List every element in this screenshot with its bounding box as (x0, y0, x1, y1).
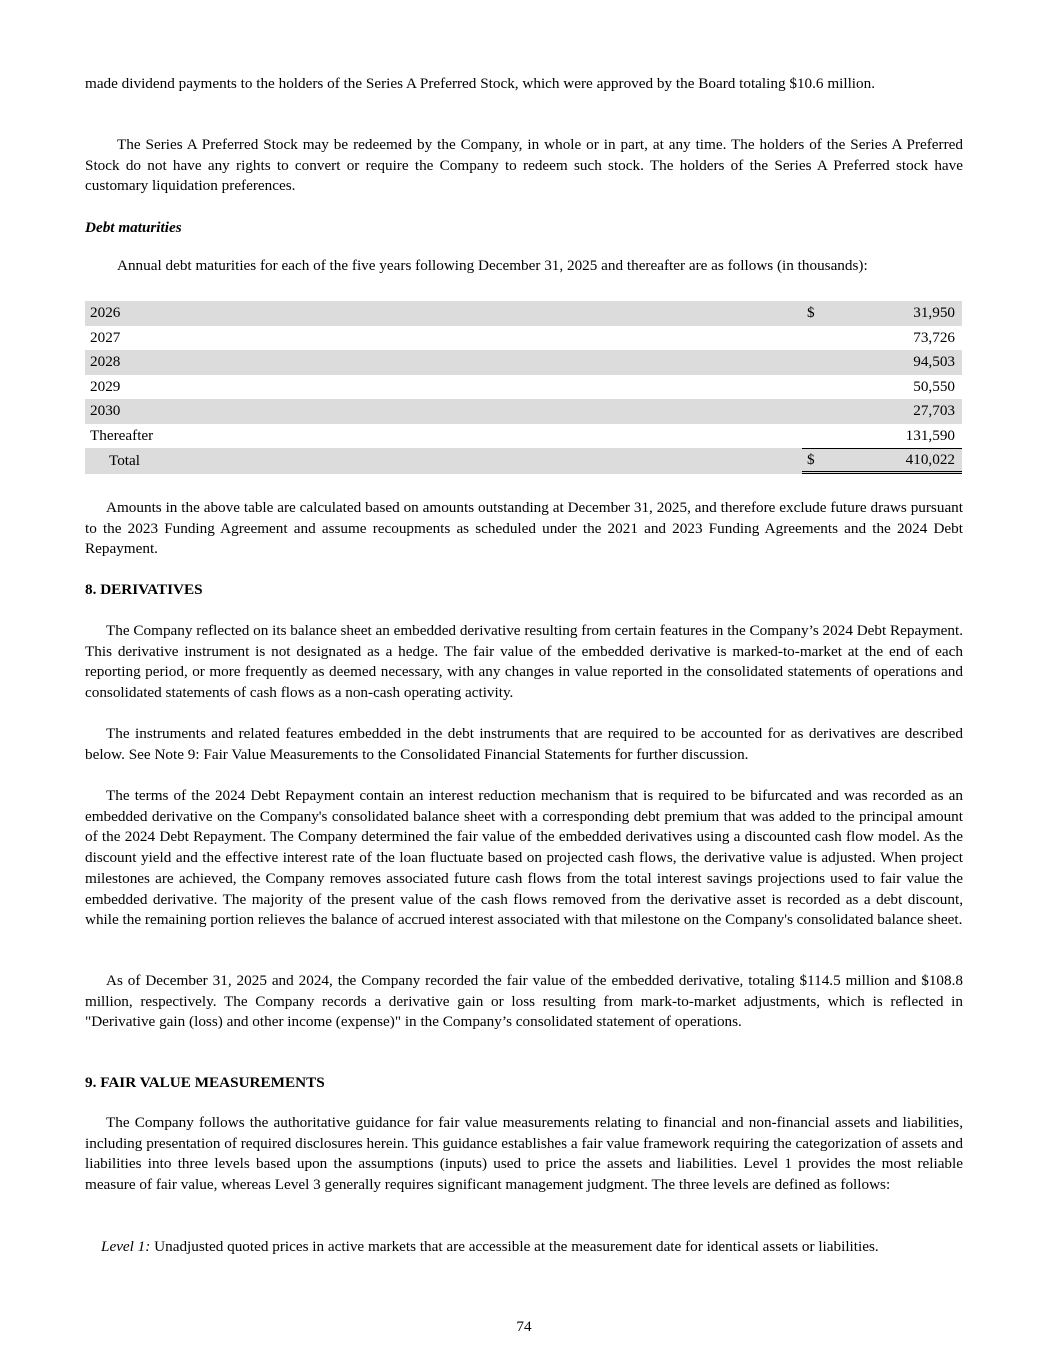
section-subheading: Debt maturities (85, 219, 182, 236)
paragraph: The terms of the 2024 Debt Repayment contain an interest reduction mechanism that is required to be bifurcated and was recorded as an embedded derivative on the Company's consolidated balance sheet with a corresponding debt premium that was added to the principal amount of the 2024 Debt Repayment. The Company determined the fair value of the embedded derivatives using a discounted cash flow model. As the discount yield and the effective interest rate of the loan fluctuate based on projected cash flows, the derivative value is adjusted. When project milestones are achieved, the Company removes associated future cash flows from the total interest savings projections used to fair value the embedded derivative. The majority of the present value of the cash flows removed from the derivative asset is recorded as a debt discount, while the remaining portion relieves the balance of accrued interest associated with that milestone on the Company's consolidated balance sheet. (85, 787, 963, 929)
row-label: 2030 (85, 399, 802, 424)
row-label: Total (85, 448, 802, 474)
row-label: 2028 (85, 350, 802, 375)
paragraph: The Company reflected on its balance sheet an embedded derivative resulting from certain features in the Company’s 2024 Debt Repayment. This derivative instrument is not designated as a hedge. The fair value of the embedded derivative is marked-to-market at the end of each reporting period, or more frequently as deemed necessary, with any changes in value reported in the consolidated statements of operations and consolidated statements of cash flows as a non-cash operating activity. (85, 622, 963, 702)
paragraph: made dividend payments to the holders of the Series A Preferred Stock, which were approved by the Board totaling $10.6 million. (85, 75, 875, 92)
table-row (85, 399, 962, 424)
currency-symbol: $ (807, 451, 815, 468)
paragraph: The Series A Preferred Stock may be redeemed by the Company, in whole or in part, at any time. The holders of the Series A Preferred Stock do not have any rights to convert or require the Company to redeem such stock. The holders of the Series A Preferred stock have customary liquidation preferences. (85, 136, 963, 195)
row-label: 2029 (90, 377, 121, 395)
table-row (85, 350, 962, 375)
section-heading: 8. DERIVATIVES (85, 581, 203, 598)
amount: 27,703 (913, 402, 955, 420)
level-1-text: Unadjusted quoted prices in active markets that are accessible at the measurement date for identical assets or liabilities. (154, 1238, 879, 1255)
paragraph: Annual debt maturities for each of the five years following December 31, 2025 and thereafter are as follows (in thousands): (117, 257, 868, 274)
table-row (85, 424, 962, 449)
paragraph: The Company follows the authoritative guidance for fair value measurements relating to financial and non-financial assets and liabilities, including presentation of required disclosures herein. This guidance establishes a fair value framework requiring the categorization of assets and liabilities into three levels based upon the assumptions (inputs) used to price the assets and liabilities. Level 1 provides the most reliable measure of fair value, whereas Level 3 generally requires significant management judgment. The three levels are defined as follows: (85, 1114, 963, 1194)
currency-symbol: $ (807, 304, 815, 322)
amount: 94,503 (913, 353, 955, 371)
row-label: Thereafter (90, 426, 154, 444)
paragraph: Amounts in the above table are calculated based on amounts outstanding at December 31, 2025, and therefore exclude future draws pursuant to the 2023 Funding Agreement and assume recoupments as scheduled under the 2021 and 2023 Funding Agreements and the 2024 Debt Repayment. (85, 499, 963, 558)
amount: 73,726 (913, 328, 955, 346)
row-label: 2027 (90, 328, 121, 346)
amount: 410,022 (905, 451, 955, 468)
table-row (85, 375, 962, 400)
page-number: 74 (516, 1318, 532, 1335)
table-row (85, 448, 962, 474)
amount: 131,590 (905, 426, 955, 444)
section-heading: 9. FAIR VALUE MEASUREMENTS (85, 1074, 325, 1091)
paragraph: As of December 31, 2025 and 2024, the Company recorded the fair value of the embedded derivative, totaling $114.5 million and $108.8 million, respectively. The Company records a derivative gain or loss resulting from mark-to-market adjustments, which is reflected in "Derivative gain (loss) and other income (expense)" in the Company’s consolidated statement of operations. (85, 972, 963, 1031)
table-row (85, 326, 962, 351)
row-label: 2026 (85, 301, 802, 326)
level-1-definition (101, 1237, 963, 1258)
amount: 31,950 (913, 304, 955, 322)
amount: 50,550 (913, 377, 955, 395)
table-row (85, 301, 962, 326)
debt-maturities-table (85, 301, 962, 474)
level-1-label: Level 1: (101, 1238, 151, 1255)
paragraph: The instruments and related features embedded in the debt instruments that are required to be accounted for as derivatives are described below. See Note 9: Fair Value Measurements to the Consolidated Financial Statements for further discussion. (85, 725, 963, 763)
